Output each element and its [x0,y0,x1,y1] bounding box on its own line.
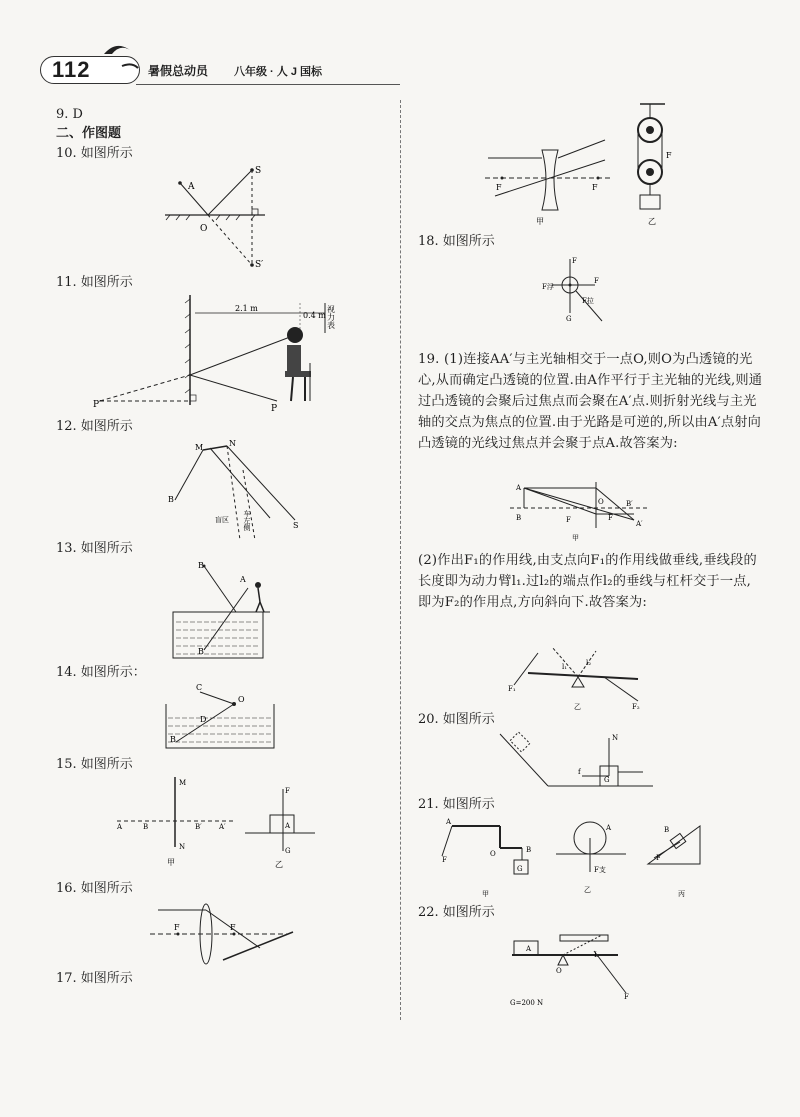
f19-label: O [598,498,604,506]
f19-label: A [516,484,522,492]
f21-label: F [656,854,661,862]
f11-label: 2.1 m [235,304,258,313]
f22-label: L [594,951,599,959]
f19b-label: F₁ [508,685,516,693]
f10-label: A [188,182,195,192]
figure-14-refraction [164,682,284,752]
f20-label: N [612,734,619,742]
f11-label: P′ [93,400,102,410]
figure-17-concave-lens-and-pulley [480,100,700,225]
figure-22-lever-block [508,925,648,1015]
figure-18-ball-forces [540,255,620,325]
f17-label: F [666,151,672,160]
f17-label: F [496,183,502,192]
f18-label: F拉 [582,297,594,305]
f22-label: O [556,967,562,975]
figure-11-eye-test [95,293,355,413]
answer-q14: 14. 如图所示： [56,665,146,680]
f19-label: F [608,514,613,522]
answer-q20: 20. 如图所示 [418,712,495,727]
f15-label: B [143,823,149,831]
f13-label: B′ [198,647,206,656]
f15-label: F [285,787,290,795]
f19-label: F [566,516,571,524]
f19-label: 甲 [572,534,579,542]
swirl-logo-icon [102,38,142,74]
f14-label: B [170,735,176,744]
answer-q18: 18. 如图所示 [418,234,495,249]
f21-label: A [606,824,612,832]
answer-q17: 17. 如图所示 [56,971,133,986]
f12-label: N [229,439,236,448]
f21-label: B [664,826,670,834]
f21-label: 丙 [678,890,685,898]
answer-q12: 12. 如图所示 [56,419,133,434]
figure-15-mirror-and-block [115,775,325,867]
f15-label: 甲 [167,858,175,867]
f21-label: A [446,818,452,826]
answer-q11: 11. 如图所示 [56,275,133,290]
f19-label: B′ [626,500,633,508]
f11-label: P [271,404,278,414]
f17-label: F [592,183,598,192]
f13-label: B [198,561,204,570]
f15-label: A [285,822,291,830]
section-heading: 二、作图题 [56,126,122,141]
f20-label: G [604,776,610,784]
figure-21-three-diagrams [432,812,712,902]
answer-q9: 9. D [56,107,83,122]
header-rule [136,84,400,85]
figure-20-block-on-slope [498,730,658,790]
figure-10-reflection [160,165,300,270]
column-divider [400,100,401,1020]
f18-label: F浮 [542,283,554,291]
f22-label: G=200 N [510,999,544,1007]
figure-13-pool [168,560,288,660]
f21-label: 甲 [482,890,489,898]
answer-q13: 13. 如图所示 [56,541,133,556]
f15-label: M [179,779,187,787]
f17-label: 甲 [536,217,544,226]
f19b-label: l₂ [586,659,592,667]
answer-q19-part2: (2)作出F₁的作用线,由支点向F₁的作用线做垂线,垂线段的长度即为动力臂l₁.过l₂的端点作l₂的垂线与杠杆交于一点,即为F₂的作用点,方向斜向下.故答案为: [418,553,757,610]
f21-label: F支 [594,866,606,874]
f10-label: S [255,166,262,176]
f17-label: 乙 [648,217,656,226]
f18-label: F [594,277,599,285]
figure-16-convex-lens [148,902,298,967]
f21-label: G [517,865,523,873]
f21-label: B [526,846,532,854]
f15-label: B′ [195,823,202,831]
f13-label: A [240,575,246,584]
f15-label: 乙 [275,860,283,869]
f18-label: F [572,257,577,265]
answer-q22: 22. 如图所示 [418,905,495,920]
f22-label: A [526,945,532,953]
f21-label: 乙 [584,886,591,894]
f14-label: O [238,695,245,704]
f12-label: 盲区 [215,516,229,524]
f15-label: A′ [219,823,226,831]
f19b-label: l₁ [562,663,568,671]
f10-label: O [200,224,208,234]
f12-label: S [293,521,299,530]
page-header [40,52,400,88]
f12-label: 车左侧 [243,510,251,531]
figure-19-lens-ray-diagram [510,478,650,542]
f19-label: A′ [636,520,643,528]
answer-q10: 10. 如图所示 [56,146,133,161]
answer-q16: 16. 如图所示 [56,881,133,896]
answer-q19-part1: 19. (1)连接AA′与主光轴相交于一点O,则O为凸透镜的光心,从而确定凸透镜的位置.由A作平行于主光轴的光线,则通过凸透镜的会聚后过焦点而会聚在A′点.则折射光线与主光轴的交点为焦点的位置.由于光路是可逆的,所以由A′点射向凸透镜的光线过焦点并会聚于点A.故答案为: [418,352,763,451]
page-number: 112 [52,57,91,82]
f11-label: 视力表 [326,305,336,329]
f12-label: B [168,495,174,504]
f12-label: M [195,443,204,452]
f15-label: A [117,823,123,831]
f16-label: F [230,923,236,932]
f18-label: G [566,315,572,323]
f16-label: F [174,923,180,932]
grade-label: 八年级 · 人 J 国标 [234,66,323,78]
series-title: 暑假总动员 [148,64,209,78]
figure-12-blind-spot [165,440,305,540]
answer-q15: 15. 如图所示 [56,757,133,772]
f14-label: C [196,683,203,692]
f14-label: D [200,715,207,724]
f19b-label: F₂ [632,703,640,711]
f10-label: S′ [255,260,264,270]
f19-label: B [516,514,522,522]
f21-label: O [490,850,496,858]
f19b-label: 乙 [574,703,581,711]
f15-label: G [285,847,291,855]
f15-label: N [179,843,186,851]
f11-label: 0.4 m [303,311,326,320]
f22-label: F [624,993,629,1001]
f20-label: f [578,768,581,776]
figure-19-lever [508,643,648,713]
answer-q21: 21. 如图所示 [418,797,495,812]
f21-label: F [442,856,447,864]
